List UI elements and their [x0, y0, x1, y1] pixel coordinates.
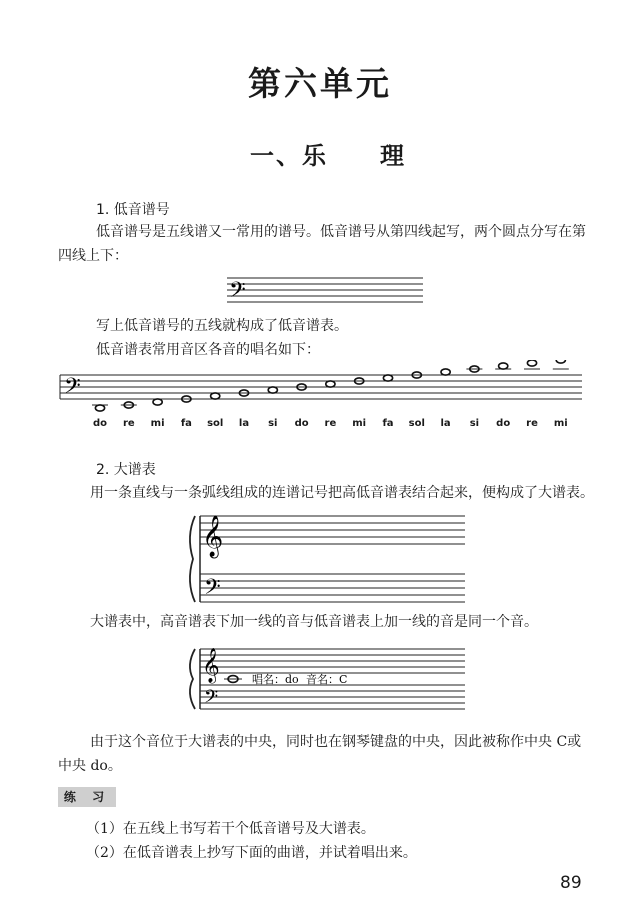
treble-clef-icon-2: 𝄞	[202, 648, 220, 683]
note-1	[95, 405, 104, 411]
solfege-label: re	[324, 418, 337, 429]
note-7	[268, 387, 277, 393]
note-9	[326, 381, 335, 387]
range-notes	[92, 360, 569, 411]
unit-title: 第六单元	[248, 64, 392, 103]
solfege-label: la	[440, 418, 451, 429]
solfege-label: si	[268, 418, 278, 429]
bass-clef-text2: 写上低音谱号的五线就构成了低音谱表。	[96, 318, 348, 334]
section-title-word: 理	[380, 141, 406, 170]
grand-staff-text2: 大谱表中，高音谱表下加一线的音与低音谱表上加一线的音是同一个音。	[90, 614, 538, 630]
practice-label: 练 习	[58, 787, 116, 807]
practice-item-2: （2）在低音谱表上抄写下面的曲谱，并试着唱出来。	[86, 845, 417, 861]
grand-staff-heading: 2. 大谱表	[96, 462, 156, 478]
page-number: 89	[560, 873, 582, 893]
bass-clef-example-staff	[225, 274, 425, 306]
middle-c-label-pitch: 音名：C	[306, 673, 348, 686]
solfege-label: do	[294, 418, 309, 429]
note-16	[527, 360, 536, 366]
note-5	[211, 393, 220, 399]
bass-range-staff	[56, 360, 586, 418]
solfege-label: mi	[150, 418, 165, 429]
grand-staff-text3-line1: 由于这个音位于大谱表的中央，同时也在钢琴键盘的中央，因此被称作中央 C或	[90, 734, 582, 750]
brace-icon	[190, 516, 195, 602]
middle-c-label-name: 唱名：do	[252, 673, 299, 686]
practice-item-1: （1）在五线上书写若干个低音谱号及大谱表。	[86, 821, 375, 837]
solfege-label: fa	[180, 418, 192, 429]
note-3	[153, 399, 162, 405]
section-title	[250, 136, 406, 171]
solfege-label: si	[469, 418, 480, 429]
grand-staff-text1: 用一条直线与一条弧线组成的连谱记号把高低音谱表结合起来，便构成了大谱表。	[90, 485, 594, 501]
bass-clef-icon-3: 𝄢	[204, 575, 221, 605]
middle-c-diagram	[180, 643, 470, 715]
section-title-num: 一、乐	[250, 141, 328, 170]
solfege-label: sol	[408, 418, 425, 429]
solfege-label: re	[526, 418, 538, 429]
treble-clef-icon: 𝄞	[202, 516, 224, 557]
note-15	[499, 363, 508, 369]
bass-clef-text-line1: 低音谱号是五线谱又一常用的谱号。低音谱号从第四线起写，两个圆点分写在第	[96, 224, 586, 240]
solfege-label: fa	[382, 418, 394, 429]
solfege-label: do	[92, 418, 108, 429]
bass-clef-text-line2: 四线上下：	[58, 248, 128, 264]
solfege-label: re	[122, 418, 135, 429]
grand-staff-text3-line2: 中央 do。	[58, 758, 122, 774]
note-13	[441, 369, 450, 375]
grand-staff-diagram	[180, 506, 470, 606]
brace-icon-2	[190, 649, 195, 709]
solfege-label: sol	[207, 418, 224, 429]
solfege-label: do	[496, 418, 511, 429]
bass-clef-icon: 𝄢	[229, 278, 246, 306]
solfege-label: mi	[352, 418, 367, 429]
bass-clef-heading: 1. 低音谱号	[96, 202, 170, 218]
solfege-label: la	[238, 418, 250, 429]
note-17	[556, 360, 565, 363]
bass-clef-icon-4: 𝄢	[204, 687, 219, 712]
solfege-label: mi	[553, 418, 568, 429]
bass-clef-icon-2: 𝄢	[64, 374, 81, 404]
note-11	[383, 375, 392, 381]
bass-clef-text3: 低音谱表常用音区各音的唱名如下：	[96, 342, 320, 358]
